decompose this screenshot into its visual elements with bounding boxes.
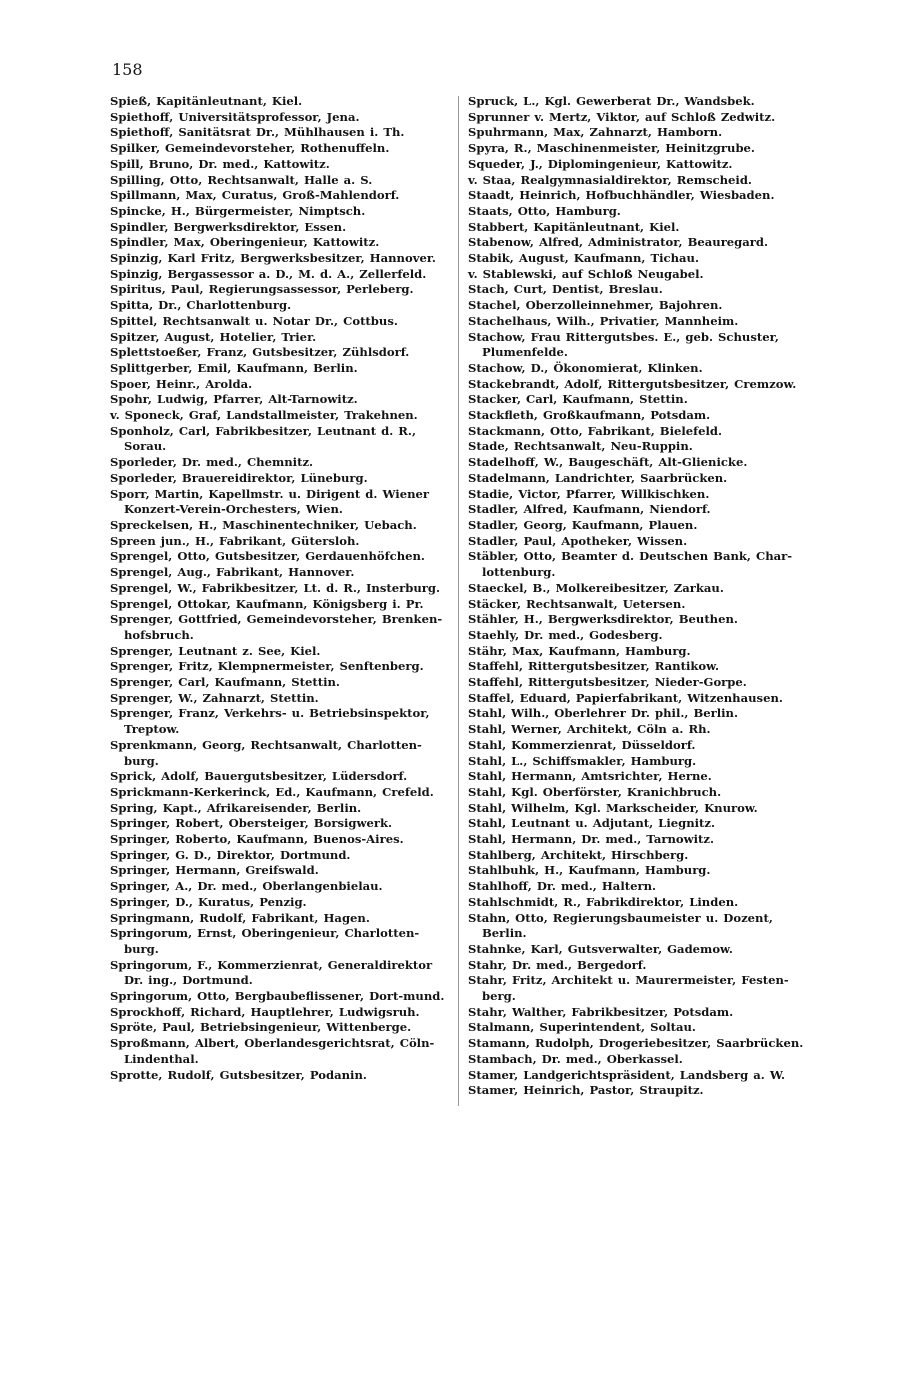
directory-entry: Stacker, Carl, Kaufmann, Stettin. xyxy=(468,392,688,407)
directory-entry: Sporleder, Brauereidirektor, Lüneburg. xyxy=(110,470,368,485)
page-number: 158 xyxy=(112,60,143,79)
directory-entry: Spindler, Bergwerksdirektor, Essen. xyxy=(110,219,347,234)
directory-entry: Stamer, Landgerichtspräsident, Landsberg a. W. xyxy=(468,1067,786,1082)
directory-entry: Stahl, Werner, Architekt, Cöln a. Rh. xyxy=(468,722,711,737)
directory-entry: Spiethoff, Universitätsprofessor, Jena. xyxy=(110,109,360,124)
directory-entry: Spreckelsen, H., Maschinentechniker, Uebach. xyxy=(110,517,417,532)
directory-entry: Stahl, Hermann, Dr. med., Tarnowitz. xyxy=(468,832,714,847)
directory-entry: Spittel, Rechtsanwalt u. Notar Dr., Cottbus. xyxy=(110,313,398,328)
directory-entry: Spilker, Gemeindevorsteher, Rothenuffeln. xyxy=(110,141,390,156)
directory-entry: Stambach, Dr. med., Oberkassel. xyxy=(468,1051,683,1066)
directory-entry: Stahl, Hermann, Amtsrichter, Herne. xyxy=(468,769,712,784)
directory-entry: Stachow, Frau Rittergutsbes. E., geb. Schuster, Plumenfelde. xyxy=(468,329,779,360)
directory-entry: Stäbler, Otto, Beamter d. Deutschen Bank, Char-lottenburg. xyxy=(468,549,793,580)
directory-entry: Stamann, Rudolph, Drogeriebesitzer, Saarbrücken. xyxy=(468,1036,804,1051)
directory-entry: Spreen jun., H., Fabrikant, Gütersloh. xyxy=(110,533,360,548)
directory-entry: Spröte, Paul, Betriebsingenieur, Wittenberge. xyxy=(110,1020,412,1035)
directory-entry: Sprengel, Aug., Fabrikant, Hannover. xyxy=(110,565,355,580)
directory-entry: Spinzig, Karl Fritz, Bergwerksbesitzer, Hannover. xyxy=(110,251,436,266)
directory-entry: Stahlberg, Architekt, Hirschberg. xyxy=(468,847,689,862)
directory-entry: Stahr, Fritz, Architekt u. Maurermeister, Festen-berg. xyxy=(468,973,789,1004)
directory-entry: Springorum, Otto, Bergbaubeflissener, Dort-mund. xyxy=(110,989,445,1004)
directory-entry: Sprenkmann, Georg, Rechtsanwalt, Charlotten-burg. xyxy=(110,737,422,768)
directory-entry: Staats, Otto, Hamburg. xyxy=(468,203,621,218)
directory-entry: Stadler, Alfred, Kaufmann, Niendorf. xyxy=(468,502,711,517)
directory-entry: Stade, Rechtsanwalt, Neu-Ruppin. xyxy=(468,439,693,454)
directory-entry: Spiethoff, Sanitätsrat Dr., Mühlhausen i. Th. xyxy=(110,125,405,140)
directory-entry: Spitta, Dr., Charlottenburg. xyxy=(110,298,292,313)
directory-entry: Sprenger, W., Zahnarzt, Stettin. xyxy=(110,690,319,705)
directory-entry: Spindler, Max, Oberingenieur, Kattowitz. xyxy=(110,235,380,250)
directory-entry: Sprenger, Leutnant z. See, Kiel. xyxy=(110,643,321,658)
directory-entry: Sprockhoff, Richard, Hauptlehrer, Ludwigsruh. xyxy=(110,1004,420,1019)
directory-entry: Stach, Curt, Dentist, Breslau. xyxy=(468,282,663,297)
directory-entry: Stadie, Victor, Pfarrer, Willkischken. xyxy=(468,486,710,501)
directory-entry: Sprotte, Rudolf, Gutsbesitzer, Podanin. xyxy=(110,1067,367,1082)
directory-entry: Stahl, Kommerzienrat, Düsseldorf. xyxy=(468,737,696,752)
directory-entry: Sprick, Adolf, Bauergutsbesitzer, Lüdersdorf. xyxy=(110,769,408,784)
left-column xyxy=(110,94,448,1083)
directory-entry: Stahlbuhk, H., Kaufmann, Hamburg. xyxy=(468,863,711,878)
directory-entry: Stalmann, Superintendent, Soltau. xyxy=(468,1020,696,1035)
directory-entry: Stahlschmidt, R., Fabrikdirektor, Linden. xyxy=(468,894,739,909)
directory-entry: Stackmann, Otto, Fabrikant, Bielefeld. xyxy=(468,423,723,438)
directory-entry: Stahr, Walther, Fabrikbesitzer, Potsdam. xyxy=(468,1004,734,1019)
directory-entry: Stahl, Leutnant u. Adjutant, Liegnitz. xyxy=(468,816,716,831)
directory-entry: Sproßmann, Albert, Oberlandesgerichtsrat, Cöln-Lindenthal. xyxy=(110,1036,435,1066)
directory-entry: Stadelhoff, W., Baugeschäft, Alt-Glienicke. xyxy=(468,455,748,470)
directory-entry: Springer, Robert, Obersteiger, Borsigwerk. xyxy=(110,816,393,831)
directory-entry: Staeckel, B., Molkereibesitzer, Zarkau. xyxy=(468,580,724,595)
directory-entry: Staehly, Dr. med., Godesberg. xyxy=(468,627,663,642)
directory-entry: Sponholz, Carl, Fabrikbesitzer, Leutnant d. R., Sorau. xyxy=(110,423,416,454)
directory-entry: Staffehl, Rittergutsbesitzer, Rantikow. xyxy=(468,659,719,674)
directory-entry: Stackfleth, Großkaufmann, Potsdam. xyxy=(468,408,711,423)
directory-entry: Stachelhaus, Wilh., Privatier, Mannheim. xyxy=(468,313,739,328)
directory-entry: Staadt, Heinrich, Hofbuchhändler, Wiesbaden. xyxy=(468,188,775,203)
directory-entry: Squeder, J., Diplomingenieur, Kattowitz. xyxy=(468,156,733,171)
directory-entry: Stackebrandt, Adolf, Rittergutsbesitzer, Cremzow. xyxy=(468,376,797,391)
column-divider xyxy=(458,96,459,1106)
right-column xyxy=(468,94,806,1099)
directory-entry: Splettstoeßer, Franz, Gutsbesitzer, Zühlsdorf. xyxy=(110,345,410,360)
directory-entry: Stähler, H., Bergwerksdirektor, Beuthen. xyxy=(468,612,738,627)
directory-entry: Stachow, D., Ökonomierat, Klinken. xyxy=(468,360,703,375)
directory-entry: Staffel, Eduard, Papierfabrikant, Witzenhausen. xyxy=(468,690,783,705)
directory-entry: Stahl, L., Schiffsmakler, Hamburg. xyxy=(468,753,697,768)
directory-entry: Stahlhoff, Dr. med., Haltern. xyxy=(468,879,657,894)
directory-entry: Spincke, H., Bürgermeister, Nimptsch. xyxy=(110,203,366,218)
directory-entry: Sprickmann-Kerkerinck, Ed., Kaufmann, Crefeld. xyxy=(110,784,434,799)
directory-entry: Spiritus, Paul, Regierungsassessor, Perleberg. xyxy=(110,282,414,297)
directory-entry: Springer, Roberto, Kaufmann, Buenos-Aires. xyxy=(110,832,404,847)
directory-entry: Stahr, Dr. med., Bergedorf. xyxy=(468,957,647,972)
directory-entry: Staffehl, Rittergutsbesitzer, Nieder-Gorpe. xyxy=(468,675,747,690)
directory-entry: Sprenger, Franz, Verkehrs- u. Betriebsinspektor, Treptow. xyxy=(110,706,430,737)
directory-entry: Stabenow, Alfred, Administrator, Beauregard. xyxy=(468,235,769,250)
directory-entry: Spring, Kapt., Afrikareisender, Berlin. xyxy=(110,800,362,815)
directory-entry: Stahl, Kgl. Oberförster, Kranichbruch. xyxy=(468,784,722,799)
directory-entry: Sprenger, Fritz, Klempnermeister, Senftenberg. xyxy=(110,659,424,674)
directory-entry: Sprengel, W., Fabrikbesitzer, Lt. d. R., Insterburg. xyxy=(110,580,441,595)
directory-entry: Spinzig, Bergassessor a. D., M. d. A., Zellerfeld. xyxy=(110,266,427,281)
directory-entry: Springer, G. D., Direktor, Dortmund. xyxy=(110,847,351,862)
directory-entry: Spuhrmann, Max, Zahnarzt, Hamborn. xyxy=(468,125,723,140)
directory-entry: Springorum, F., Kommerzienrat, Generaldirektor Dr. ing., Dortmund. xyxy=(110,957,433,988)
directory-entry: Stäcker, Rechtsanwalt, Uetersen. xyxy=(468,596,686,611)
directory-entry: Sporleder, Dr. med., Chemnitz. xyxy=(110,455,314,470)
directory-entry: Sporr, Martin, Kapellmstr. u. Dirigent d. Wiener Konzert-Verein-Orchesters, Wien. xyxy=(110,486,429,517)
directory-entry: v. Stablewski, auf Schloß Neugabel. xyxy=(468,266,704,281)
directory-entry: Stahl, Wilh., Oberlehrer Dr. phil., Berlin. xyxy=(468,706,739,721)
directory-entry: Stadler, Paul, Apotheker, Wissen. xyxy=(468,533,688,548)
directory-entry: Stadelmann, Landrichter, Saarbrücken. xyxy=(468,470,728,485)
directory-entry: Spohr, Ludwig, Pfarrer, Alt-Tarnowitz. xyxy=(110,392,358,407)
directory-entry: Springmann, Rudolf, Fabrikant, Hagen. xyxy=(110,910,370,925)
directory-entry: Stahnke, Karl, Gutsverwalter, Gademow. xyxy=(468,941,733,956)
directory-entry: Stamer, Heinrich, Pastor, Straupitz. xyxy=(468,1083,704,1098)
directory-entry: Spitzer, August, Hotelier, Trier. xyxy=(110,329,317,344)
directory-entry: Spoer, Heinr., Arolda. xyxy=(110,376,253,391)
directory-entry: Stahl, Wilhelm, Kgl. Markscheider, Knurow. xyxy=(468,800,758,815)
directory-entry: Spill, Bruno, Dr. med., Kattowitz. xyxy=(110,156,330,171)
directory-entry: Spieß, Kapitänleutnant, Kiel. xyxy=(110,94,303,108)
directory-entry: Sprengel, Ottokar, Kaufmann, Königsberg i. Pr. xyxy=(110,596,424,611)
directory-entry: Spilling, Otto, Rechtsanwalt, Halle a. S. xyxy=(110,172,373,187)
directory-entry: Spyra, R., Maschinenmeister, Heinitzgrube. xyxy=(468,141,755,156)
directory-entry: Stadler, Georg, Kaufmann, Plauen. xyxy=(468,517,698,532)
directory-entry: Spillmann, Max, Curatus, Groß-Mahlendorf. xyxy=(110,188,400,203)
directory-entry: Spruck, L., Kgl. Gewerberat Dr., Wandsbek. xyxy=(468,94,755,108)
directory-entry: Sprenger, Gottfried, Gemeindevorsteher, Brenken-hofsbruch. xyxy=(110,612,443,642)
directory-entry: Stabik, August, Kaufmann, Tichau. xyxy=(468,251,699,266)
directory-entry: Springer, Hermann, Greifswald. xyxy=(110,863,319,878)
directory-entry: v. Sponeck, Graf, Landstallmeister, Trakehnen. xyxy=(110,408,418,423)
directory-entry: Stachel, Oberzolleinnehmer, Bajohren. xyxy=(468,298,723,313)
directory-entry: Sprengel, Otto, Gutsbesitzer, Gerdauenhöfchen. xyxy=(110,549,425,564)
directory-entry: Splittgerber, Emil, Kaufmann, Berlin. xyxy=(110,360,358,375)
directory-entry: v. Staa, Realgymnasialdirektor, Remscheid. xyxy=(468,172,752,187)
directory-entry: Springer, D., Kuratus, Penzig. xyxy=(110,894,307,909)
directory-entry: Sprunner v. Mertz, Viktor, auf Schloß Zedwitz. xyxy=(468,109,776,124)
directory-entry: Springer, A., Dr. med., Oberlangenbielau. xyxy=(110,879,383,894)
directory-entry: Sprenger, Carl, Kaufmann, Stettin. xyxy=(110,675,340,690)
directory-entry: Stähr, Max, Kaufmann, Hamburg. xyxy=(468,643,691,658)
directory-entry: Stabbert, Kapitänleutnant, Kiel. xyxy=(468,219,680,234)
directory-entry: Stahn, Otto, Regierungsbaumeister u. Dozent, Berlin. xyxy=(468,910,773,941)
directory-entry: Springorum, Ernst, Oberingenieur, Charlotten-burg. xyxy=(110,926,420,956)
